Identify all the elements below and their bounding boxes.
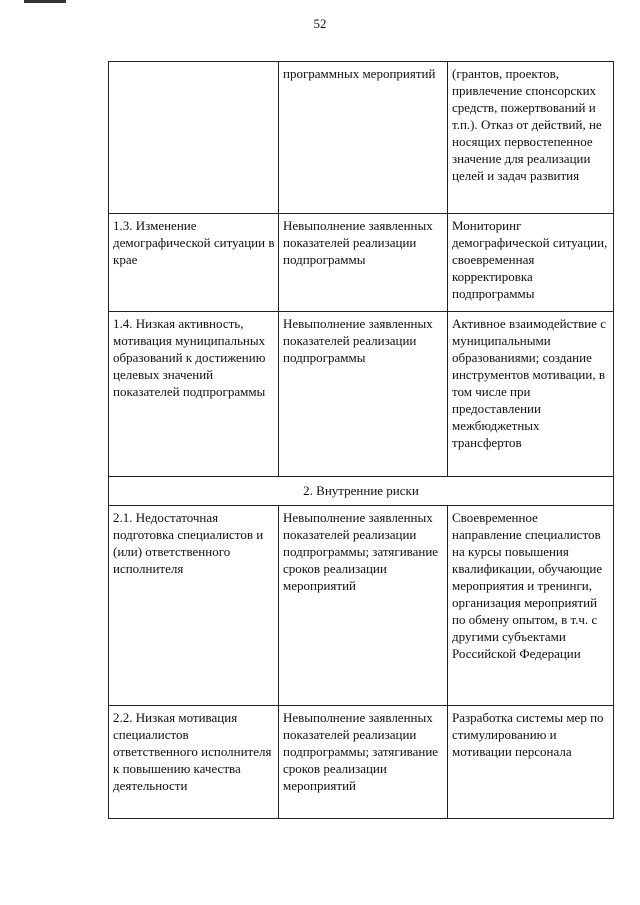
section-header-row bbox=[109, 477, 614, 506]
consequence-cell: Невыполнение заявленных показателей реализации подпрограммы; затягивание сроков реализации мероприятий bbox=[279, 506, 448, 706]
table-row bbox=[109, 214, 614, 312]
risk-cell: 2.1. Недостаточная подготовка специалистов и (или) ответственного исполнителя bbox=[109, 506, 279, 706]
consequence-cell: Невыполнение заявленных показателей реализации подпрограммы bbox=[279, 214, 448, 312]
page-number: 52 bbox=[313, 16, 327, 31]
scan-corner-mark bbox=[24, 0, 66, 3]
measures-cell: Мониторинг демографической ситуации, своевременная корректировка подпрограммы bbox=[448, 214, 614, 312]
table-row bbox=[109, 312, 614, 477]
risk-table bbox=[108, 61, 614, 819]
measures-cell: Разработка системы мер по стимулированию и мотивации персонала bbox=[448, 706, 614, 819]
measures-cell: (грантов, проектов, привлечение спонсорских средств, пожертвований и т.п.). Отказ от действий, не носящих первостепенное значение для реализации целей и задач развития bbox=[448, 62, 614, 214]
risk-cell: 1.4. Низкая активность, мотивация муниципальных образований к достижению целевых значений показателей подпрограммы bbox=[109, 312, 279, 477]
measures-cell: Активное взаимодействие с муниципальными образованиями; создание инструментов мотивации, в том числе при предоставлении межбюджетных трансфертов bbox=[448, 312, 614, 477]
table-row bbox=[109, 62, 614, 214]
consequence-cell: программных мероприятий bbox=[279, 62, 448, 214]
consequence-cell: Невыполнение заявленных показателей реализации подпрограммы bbox=[279, 312, 448, 477]
risk-cell bbox=[109, 62, 279, 214]
risk-cell: 1.3. Изменение демографической ситуации в крае bbox=[109, 214, 279, 312]
consequence-cell: Невыполнение заявленных показателей реализации подпрограммы; затягивание сроков реализации мероприятий bbox=[279, 706, 448, 819]
table-row bbox=[109, 706, 614, 819]
table-row bbox=[109, 506, 614, 706]
measures-cell: Своевременное направление специалистов на курсы повышения квалификации, обучающие мероприятия и тренинги, организация мероприятий по обмену опытом, в т.ч. с другими субъектами Российской Федерации bbox=[448, 506, 614, 706]
section-header: 2. Внутренние риски bbox=[109, 477, 614, 506]
risk-cell: 2.2. Низкая мотивация специалистов ответственного исполнителя к повышению качества деятельности bbox=[109, 706, 279, 819]
